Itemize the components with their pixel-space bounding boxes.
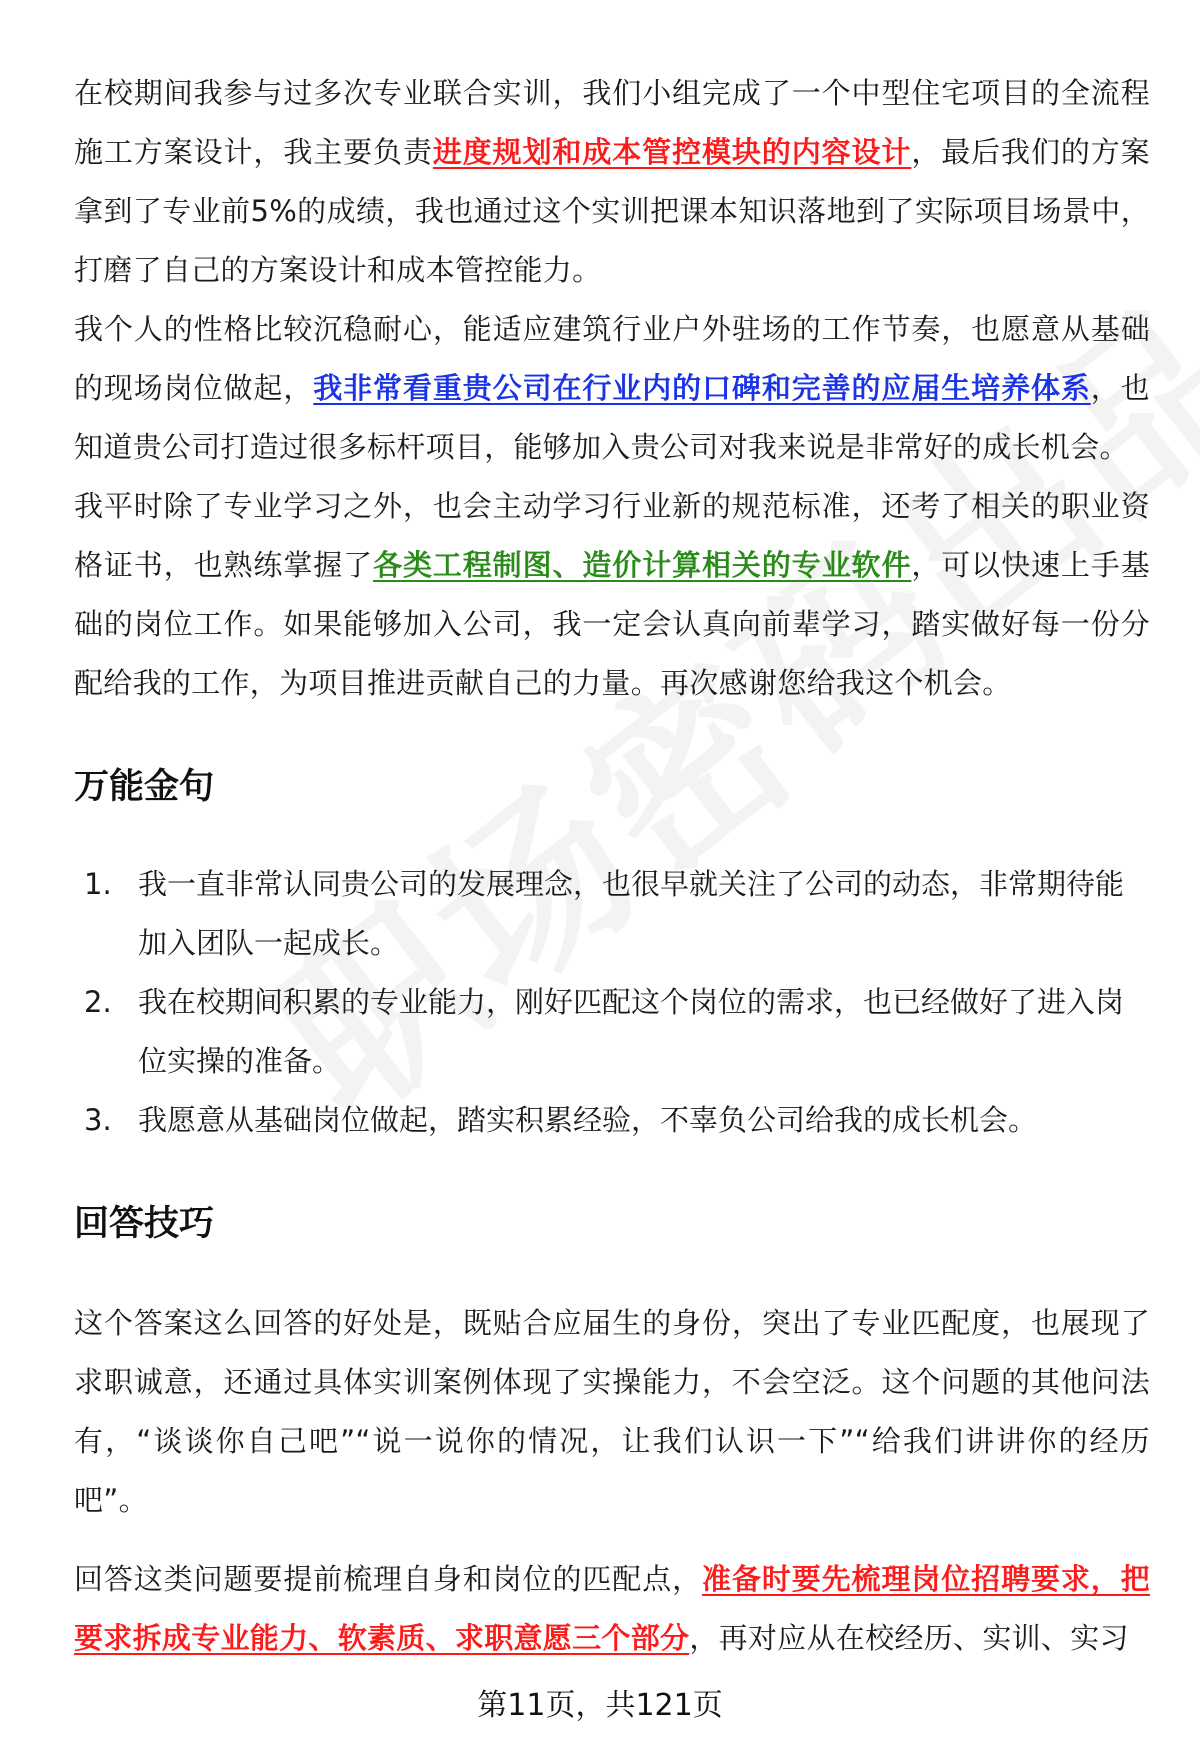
paragraph-personality [74, 300, 1150, 477]
list-text: 我在校期间积累的专业能力，刚好匹配这个岗位的需求，也已经做好了进入岗位实操的准备。 [138, 985, 1125, 1078]
paragraph-text: 在校期间我参与过多次专业联合实训，我们小组完成了一个中型住宅项目的全流程施工方案设计，我主要负责 [74, 76, 1150, 169]
paragraph-text: ，再对应从在校经历、实训、实习 [689, 1621, 1129, 1655]
list-number: 2. [84, 985, 112, 1019]
paragraph-training [74, 64, 1150, 300]
paragraph-text: 我个人的性格比较沉稳耐心，能适应建筑行业户外驻场的工作节奏，也愿意从基础的现场岗位做起， [74, 312, 1150, 405]
paragraph-text: ，也知道贵公司打造过很多标杆项目，能够加入贵公司对我来说是非常好的成长机会。 [74, 371, 1150, 464]
list-number: 1. [84, 867, 112, 901]
paragraph-skills [74, 477, 1150, 713]
highlight-red: 准备时要先梳理岗位招聘要求，把要求拆成专业能力、软素质、求职意愿三个部分 [74, 1562, 1150, 1655]
paragraph-text: 回答这类问题要提前梳理自身和岗位的匹配点， [74, 1562, 703, 1596]
list-text: 我一直非常认同贵公司的发展理念，也很早就关注了公司的动态，非常期待能加入团队一起成长。 [138, 867, 1125, 960]
highlight-blue: 我非常看重贵公司在行业内的口碑和完善的应届生培养体系 [313, 371, 1091, 405]
paragraph-preparation [74, 1550, 1150, 1668]
list-item [74, 973, 1150, 1091]
highlight-red: 进度规划和成本管控模块的内容设计 [432, 135, 912, 169]
page-number-footer: 第11页，共121页 [477, 1688, 723, 1723]
section-heading-golden-sentences: 万能金句 [74, 767, 215, 807]
paragraph-text: ，最后我们的方案拿到了专业前5%的成绩，我也通过这个实训把课本知识落地到了实际项目场景中，打磨了自己的方案设计和成本管控能力。 [74, 135, 1150, 287]
document-body [74, 64, 1150, 1668]
list-item [74, 855, 1150, 973]
paragraph-text: ，可以快速上手基础的岗位工作。如果能够加入公司，我一定会认真向前辈学习，踏实做好每一份分配给我的工作，为项目推进贡献自己的力量。再次感谢您给我这个机会。 [74, 548, 1150, 700]
paragraph-text: 我平时除了专业学习之外，也会主动学习行业新的规范标准，还考了相关的职业资格证书，也熟练掌握了 [74, 489, 1150, 582]
section-heading-answer-tips: 回答技巧 [74, 1204, 215, 1244]
golden-sentence-list [74, 855, 1150, 1150]
paragraph-benefits: 这个答案这么回答的好处是，既贴合应届生的身份，突出了专业匹配度，也展现了求职诚意，还通过具体实训案例体现了实操能力，不会空泛。这个问题的其他问法有，“谈谈你自己吧”“说一说你的情况，让我们认识一下”“给我们讲讲你的经历吧”。 [74, 1306, 1150, 1517]
highlight-green: 各类工程制图、造价计算相关的专业软件 [373, 548, 912, 582]
list-number: 3. [84, 1103, 112, 1137]
list-item [74, 1091, 1150, 1150]
list-text: 我愿意从基础岗位做起，踏实积累经验，不辜负公司给我的成长机会。 [138, 1103, 1038, 1137]
